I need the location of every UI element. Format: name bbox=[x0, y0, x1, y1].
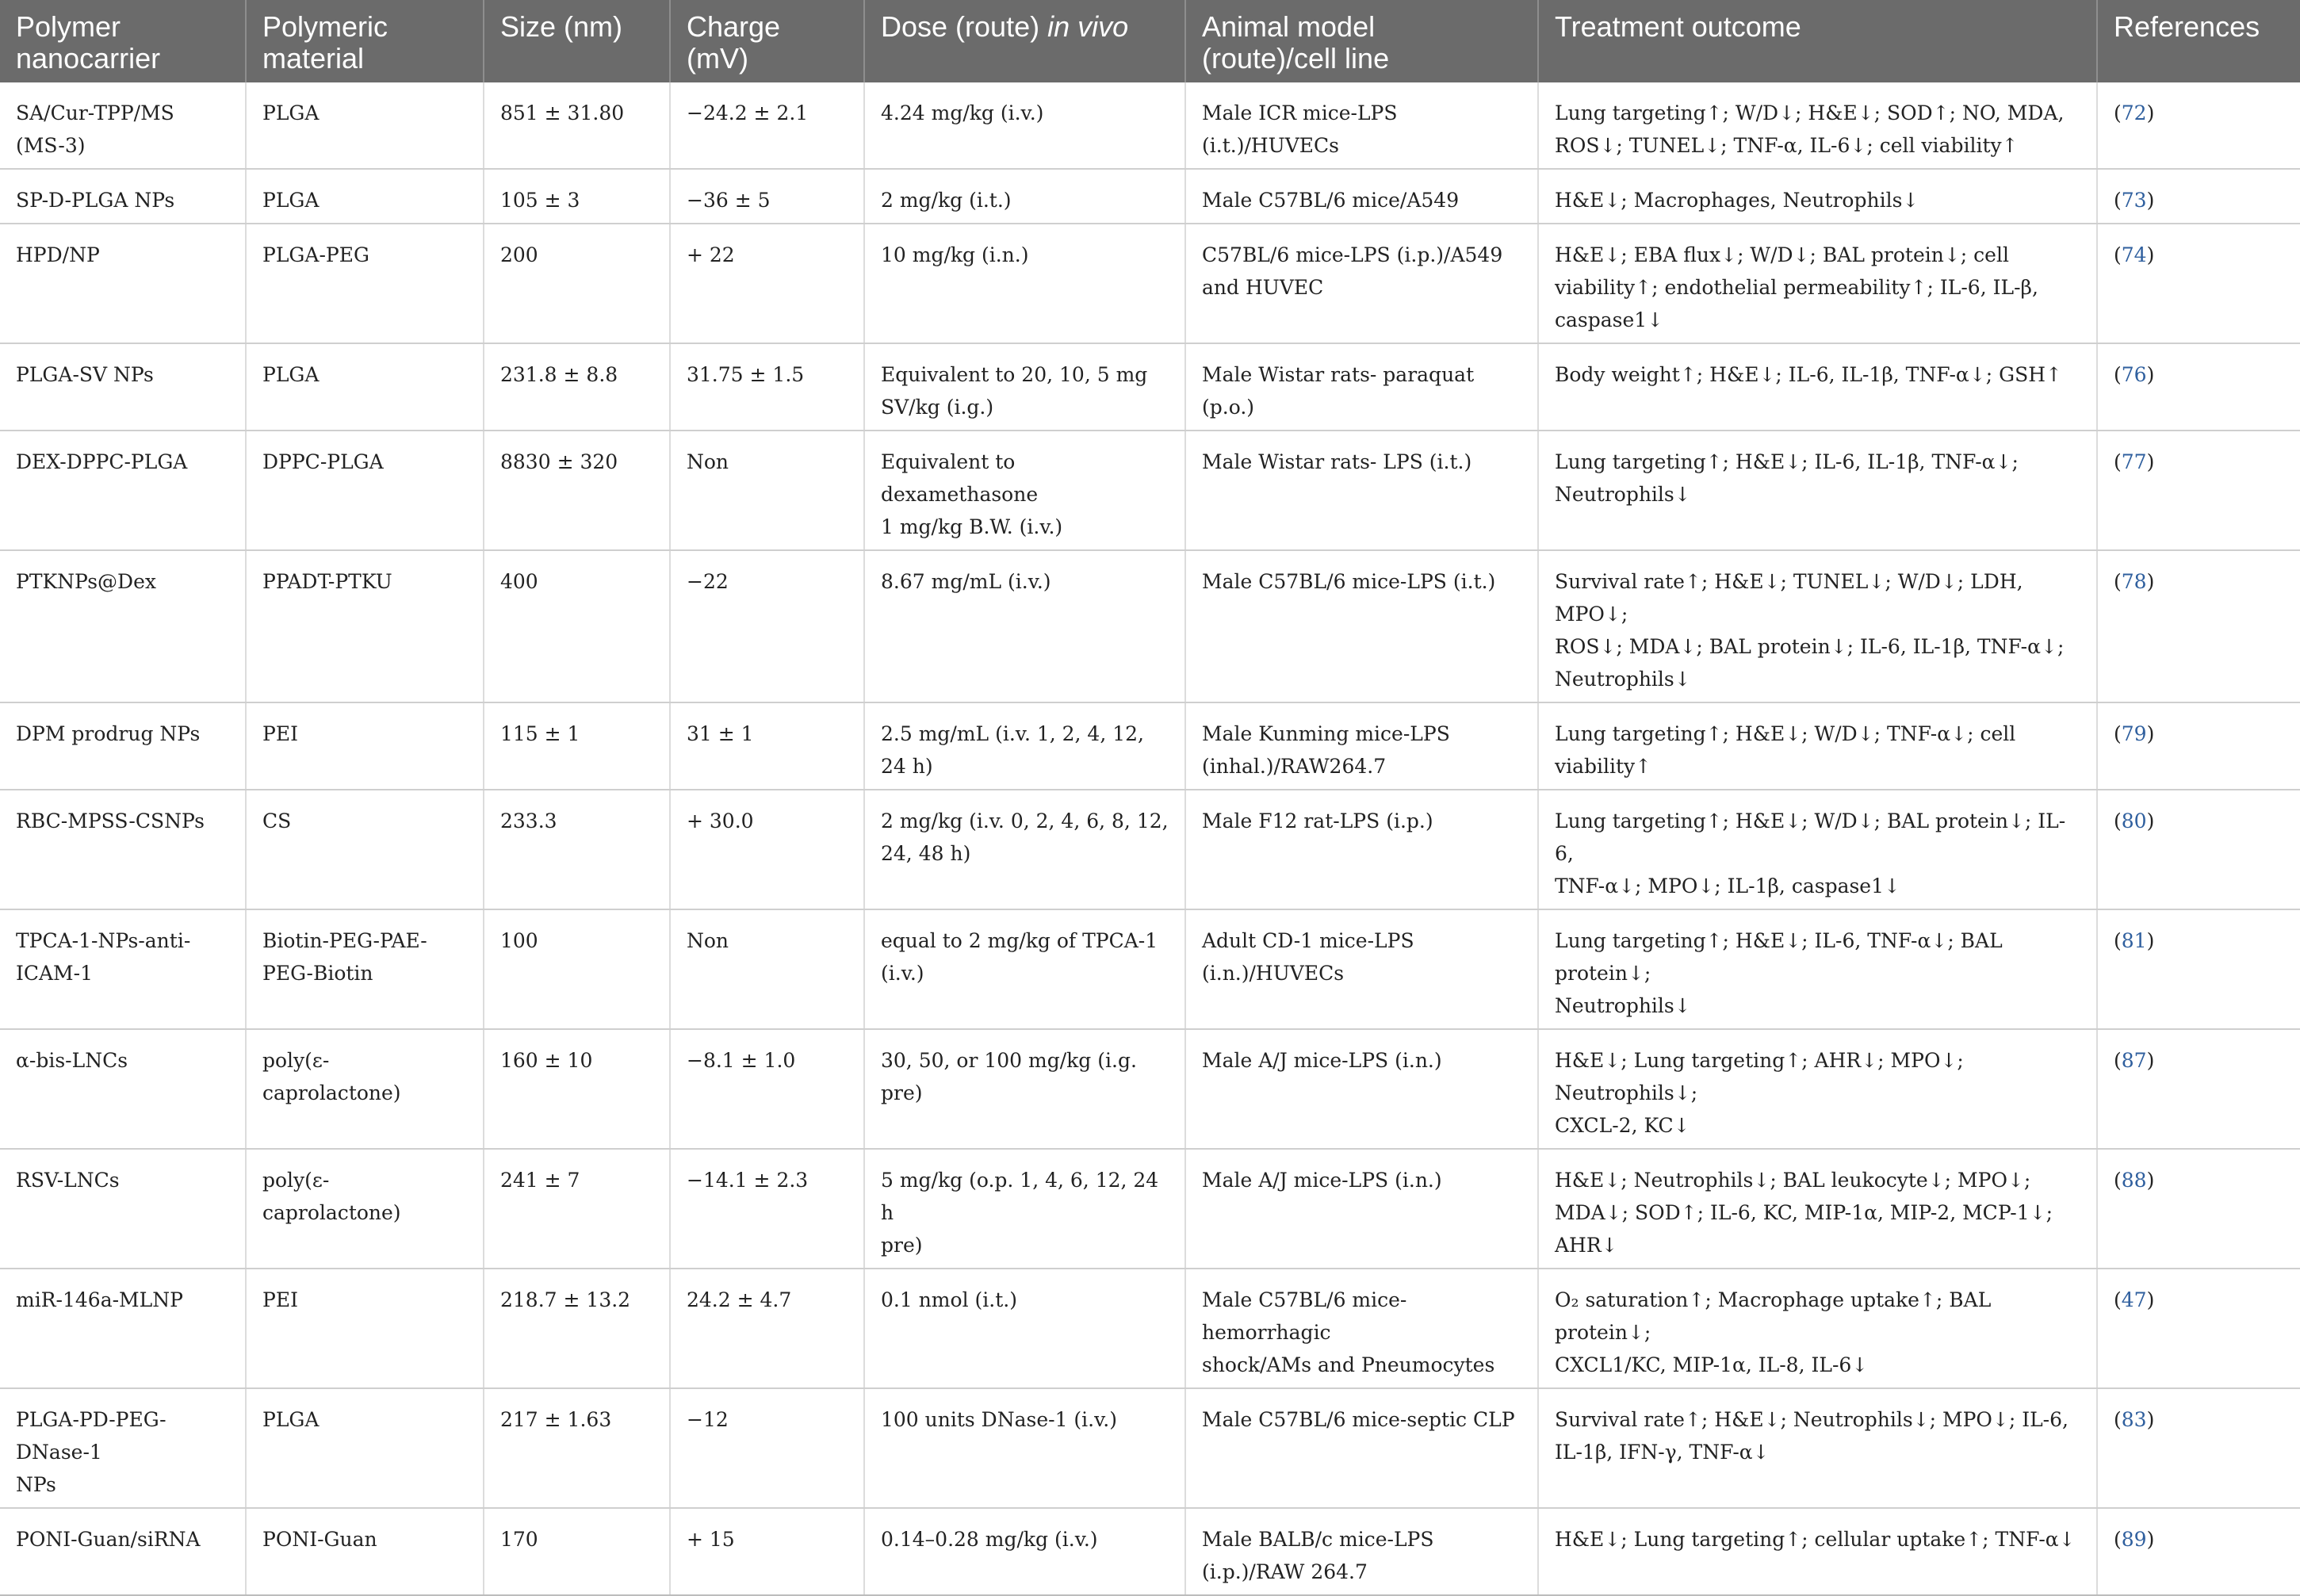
reference-open-paren: ( bbox=[2114, 101, 2122, 124]
cell-references bbox=[2097, 82, 2300, 169]
reference-link[interactable]: 81 bbox=[2121, 929, 2147, 952]
reference-link[interactable]: 76 bbox=[2121, 363, 2147, 386]
reference-open-paren: ( bbox=[2114, 929, 2122, 952]
cell-treatment-outcome: H&E↓; EBA flux↓; W/D↓; BAL protein↓; cell viability↑; endothelial permeability↑; IL-6, IL-β, caspase1↓ bbox=[1538, 224, 2097, 343]
reference-link[interactable]: 83 bbox=[2121, 1408, 2147, 1431]
reference-link[interactable]: 88 bbox=[2121, 1169, 2147, 1192]
cell-references bbox=[2097, 343, 2300, 431]
cell-treatment-outcome: H&E↓; Neutrophils↓; BAL leukocyte↓; MPO↓; MDA↓; SOD↑; IL-6, KC, MIP-1α, MIP-2, MCP-1↓; AHR↓ bbox=[1538, 1149, 2097, 1269]
cell-references bbox=[2097, 431, 2300, 550]
cell-treatment-outcome: Lung targeting↑; H&E↓; W/D↓; TNF-α↓; cell viability↑ bbox=[1538, 702, 2097, 790]
cell-polymeric-material: PEI bbox=[246, 702, 484, 790]
cell-charge: −24.2 ± 2.1 bbox=[670, 82, 864, 169]
cell-dose: 10 mg/kg (i.n.) bbox=[864, 224, 1185, 343]
table-row bbox=[0, 82, 2300, 169]
cell-polymer-nanocarrier: RBC-MPSS-CSNPs bbox=[0, 790, 246, 909]
cell-polymer-nanocarrier: PLGA-SV NPs bbox=[0, 343, 246, 431]
header-animal-model: Animal model (route)/cell line bbox=[1185, 0, 1538, 82]
cell-references bbox=[2097, 169, 2300, 224]
cell-treatment-outcome: Body weight↑; H&E↓; IL-6, IL-1β, TNF-α↓; GSH↑ bbox=[1538, 343, 2097, 431]
cell-polymeric-material: Biotin-PEG-PAE- PEG-Biotin bbox=[246, 909, 484, 1029]
cell-charge: 24.2 ± 4.7 bbox=[670, 1269, 864, 1388]
cell-dose: 2.5 mg/mL (i.v. 1, 2, 4, 12, 24 h) bbox=[864, 702, 1185, 790]
cell-polymer-nanocarrier: DEX-DPPC-PLGA bbox=[0, 431, 246, 550]
cell-dose: 100 units DNase-1 (i.v.) bbox=[864, 1388, 1185, 1508]
cell-charge: Non bbox=[670, 909, 864, 1029]
cell-animal-model: Male C57BL/6 mice-septic CLP bbox=[1185, 1388, 1538, 1508]
table-row bbox=[0, 431, 2300, 550]
reference-link[interactable]: 77 bbox=[2121, 450, 2147, 473]
reference-close-paren: ) bbox=[2146, 450, 2155, 473]
cell-dose: 0.14–0.28 mg/kg (i.v.) bbox=[864, 1508, 1185, 1595]
cell-references bbox=[2097, 702, 2300, 790]
cell-size: 160 ± 10 bbox=[484, 1029, 670, 1149]
table-row bbox=[0, 1029, 2300, 1149]
reference-open-paren: ( bbox=[2114, 1049, 2122, 1072]
header-dose-text: Dose (route) bbox=[881, 10, 1048, 43]
reference-close-paren: ) bbox=[2146, 243, 2155, 266]
table-row bbox=[0, 343, 2300, 431]
cell-polymeric-material: PEI bbox=[246, 1269, 484, 1388]
cell-dose: equal to 2 mg/kg of TPCA-1 (i.v.) bbox=[864, 909, 1185, 1029]
table-body bbox=[0, 82, 2300, 1595]
cell-treatment-outcome: Lung targeting↑; H&E↓; IL-6, TNF-α↓; BAL protein↓; Neutrophils↓ bbox=[1538, 909, 2097, 1029]
cell-size: 115 ± 1 bbox=[484, 702, 670, 790]
reference-close-paren: ) bbox=[2146, 189, 2155, 212]
reference-close-paren: ) bbox=[2146, 722, 2155, 745]
reference-link[interactable]: 47 bbox=[2121, 1288, 2147, 1311]
cell-charge: −14.1 ± 2.3 bbox=[670, 1149, 864, 1269]
reference-open-paren: ( bbox=[2114, 722, 2122, 745]
cell-animal-model: Male F12 rat-LPS (i.p.) bbox=[1185, 790, 1538, 909]
cell-references bbox=[2097, 909, 2300, 1029]
reference-open-paren: ( bbox=[2114, 1288, 2122, 1311]
cell-references bbox=[2097, 1149, 2300, 1269]
cell-polymeric-material: PLGA-PEG bbox=[246, 224, 484, 343]
reference-link[interactable]: 89 bbox=[2121, 1528, 2147, 1551]
reference-open-paren: ( bbox=[2114, 243, 2122, 266]
cell-polymer-nanocarrier: miR-146a-MLNP bbox=[0, 1269, 246, 1388]
reference-link[interactable]: 74 bbox=[2121, 243, 2147, 266]
cell-size: 8830 ± 320 bbox=[484, 431, 670, 550]
reference-link[interactable]: 73 bbox=[2121, 189, 2147, 212]
header-polymeric-material: Polymeric material bbox=[246, 0, 484, 82]
cell-polymeric-material: PPADT-PTKU bbox=[246, 550, 484, 702]
reference-open-paren: ( bbox=[2114, 570, 2122, 593]
cell-charge: + 30.0 bbox=[670, 790, 864, 909]
header-references: References bbox=[2097, 0, 2300, 82]
header-dose bbox=[864, 0, 1185, 82]
cell-charge: −36 ± 5 bbox=[670, 169, 864, 224]
cell-animal-model: Male A/J mice-LPS (i.n.) bbox=[1185, 1149, 1538, 1269]
cell-polymer-nanocarrier: RSV-LNCs bbox=[0, 1149, 246, 1269]
cell-polymer-nanocarrier: SA/Cur-TPP/MS (MS-3) bbox=[0, 82, 246, 169]
cell-dose: 8.67 mg/mL (i.v.) bbox=[864, 550, 1185, 702]
table-row bbox=[0, 169, 2300, 224]
cell-animal-model: Male BALB/c mice-LPS (i.p.)/RAW 264.7 bbox=[1185, 1508, 1538, 1595]
header-charge: Charge (mV) bbox=[670, 0, 864, 82]
cell-references bbox=[2097, 1269, 2300, 1388]
cell-dose: 5 mg/kg (o.p. 1, 4, 6, 12, 24 h pre) bbox=[864, 1149, 1185, 1269]
cell-size: 241 ± 7 bbox=[484, 1149, 670, 1269]
cell-size: 105 ± 3 bbox=[484, 169, 670, 224]
cell-animal-model: Male Kunming mice-LPS (inhal.)/RAW264.7 bbox=[1185, 702, 1538, 790]
cell-polymer-nanocarrier: PTKNPs@Dex bbox=[0, 550, 246, 702]
reference-link[interactable]: 72 bbox=[2121, 101, 2147, 124]
cell-size: 233.3 bbox=[484, 790, 670, 909]
table-row bbox=[0, 702, 2300, 790]
header-polymer-nanocarrier: Polymer nanocarrier bbox=[0, 0, 246, 82]
reference-close-paren: ) bbox=[2146, 1169, 2155, 1192]
cell-charge: −8.1 ± 1.0 bbox=[670, 1029, 864, 1149]
reference-link[interactable]: 87 bbox=[2121, 1049, 2147, 1072]
cell-treatment-outcome: Lung targeting↑; H&E↓; W/D↓; BAL protein↓; IL-6, TNF-α↓; MPO↓; IL-1β, caspase1↓ bbox=[1538, 790, 2097, 909]
cell-dose: 0.1 nmol (i.t.) bbox=[864, 1269, 1185, 1388]
cell-treatment-outcome: Lung targeting↑; H&E↓; IL-6, IL-1β, TNF-α↓; Neutrophils↓ bbox=[1538, 431, 2097, 550]
cell-animal-model: Male C57BL/6 mice-LPS (i.t.) bbox=[1185, 550, 1538, 702]
cell-size: 218.7 ± 13.2 bbox=[484, 1269, 670, 1388]
reference-close-paren: ) bbox=[2146, 809, 2155, 832]
cell-references bbox=[2097, 790, 2300, 909]
cell-charge: Non bbox=[670, 431, 864, 550]
header-size: Size (nm) bbox=[484, 0, 670, 82]
cell-polymeric-material: PONI-Guan bbox=[246, 1508, 484, 1595]
cell-polymer-nanocarrier: PLGA-PD-PEG- DNase-1 NPs bbox=[0, 1388, 246, 1508]
cell-size: 100 bbox=[484, 909, 670, 1029]
cell-animal-model: Male ICR mice-LPS (i.t.)/HUVECs bbox=[1185, 82, 1538, 169]
cell-animal-model: Male A/J mice-LPS (i.n.) bbox=[1185, 1029, 1538, 1149]
cell-charge: −22 bbox=[670, 550, 864, 702]
cell-polymeric-material: CS bbox=[246, 790, 484, 909]
cell-treatment-outcome: Lung targeting↑; W/D↓; H&E↓; SOD↑; NO, MDA, ROS↓; TUNEL↓; TNF-α, IL-6↓; cell viability↑ bbox=[1538, 82, 2097, 169]
reference-close-paren: ) bbox=[2146, 929, 2155, 952]
cell-dose: 2 mg/kg (i.t.) bbox=[864, 169, 1185, 224]
cell-polymer-nanocarrier: TPCA-1-NPs-anti- ICAM-1 bbox=[0, 909, 246, 1029]
cell-polymer-nanocarrier: α-bis-LNCs bbox=[0, 1029, 246, 1149]
cell-dose: 2 mg/kg (i.v. 0, 2, 4, 6, 8, 12, 24, 48 h) bbox=[864, 790, 1185, 909]
cell-polymeric-material: PLGA bbox=[246, 1388, 484, 1508]
cell-references bbox=[2097, 1388, 2300, 1508]
cell-treatment-outcome: H&E↓; Lung targeting↑; AHR↓; MPO↓; Neutrophils↓; CXCL-2, KC↓ bbox=[1538, 1029, 2097, 1149]
cell-polymer-nanocarrier: HPD/NP bbox=[0, 224, 246, 343]
cell-charge: −12 bbox=[670, 1388, 864, 1508]
cell-dose: Equivalent to 20, 10, 5 mg SV/kg (i.g.) bbox=[864, 343, 1185, 431]
reference-link[interactable]: 80 bbox=[2121, 809, 2147, 832]
reference-close-paren: ) bbox=[2146, 1408, 2155, 1431]
cell-size: 851 ± 31.80 bbox=[484, 82, 670, 169]
table-row bbox=[0, 1269, 2300, 1388]
cell-charge: + 15 bbox=[670, 1508, 864, 1595]
cell-animal-model: Male C57BL/6 mice/A549 bbox=[1185, 169, 1538, 224]
cell-polymeric-material: PLGA bbox=[246, 169, 484, 224]
table-row bbox=[0, 1149, 2300, 1269]
table-row bbox=[0, 1388, 2300, 1508]
table-row bbox=[0, 909, 2300, 1029]
cell-polymer-nanocarrier: SP-D-PLGA NPs bbox=[0, 169, 246, 224]
cell-size: 170 bbox=[484, 1508, 670, 1595]
cell-dose: 4.24 mg/kg (i.v.) bbox=[864, 82, 1185, 169]
cell-references bbox=[2097, 1029, 2300, 1149]
reference-open-paren: ( bbox=[2114, 189, 2122, 212]
cell-polymer-nanocarrier: PONI-Guan/siRNA bbox=[0, 1508, 246, 1595]
cell-references bbox=[2097, 224, 2300, 343]
cell-treatment-outcome: H&E↓; Lung targeting↑; cellular uptake↑; TNF-α↓ bbox=[1538, 1508, 2097, 1595]
cell-polymeric-material: PLGA bbox=[246, 343, 484, 431]
cell-references bbox=[2097, 1508, 2300, 1595]
reference-link[interactable]: 79 bbox=[2121, 722, 2147, 745]
cell-polymer-nanocarrier: DPM prodrug NPs bbox=[0, 702, 246, 790]
cell-treatment-outcome: Survival rate↑; H&E↓; Neutrophils↓; MPO↓; IL-6, IL-1β, IFN-γ, TNF-α↓ bbox=[1538, 1388, 2097, 1508]
reference-open-paren: ( bbox=[2114, 1528, 2122, 1551]
cell-treatment-outcome: O₂ saturation↑; Macrophage uptake↑; BAL protein↓; CXCL1/KC, MIP-1α, IL-8, IL-6↓ bbox=[1538, 1269, 2097, 1388]
cell-dose: Equivalent to dexamethasone 1 mg/kg B.W. (i.v.) bbox=[864, 431, 1185, 550]
table-row bbox=[0, 224, 2300, 343]
reference-open-paren: ( bbox=[2114, 1169, 2122, 1192]
cell-polymeric-material: poly(ε-caprolactone) bbox=[246, 1149, 484, 1269]
cell-treatment-outcome: Survival rate↑; H&E↓; TUNEL↓; W/D↓; LDH, MPO↓; ROS↓; MDA↓; BAL protein↓; IL-6, IL-1β, TNF-α↓; Neutrophils↓ bbox=[1538, 550, 2097, 702]
cell-charge: + 22 bbox=[670, 224, 864, 343]
reference-open-paren: ( bbox=[2114, 1408, 2122, 1431]
cell-animal-model: Male C57BL/6 mice-hemorrhagic shock/AMs and Pneumocytes bbox=[1185, 1269, 1538, 1388]
reference-open-paren: ( bbox=[2114, 363, 2122, 386]
header-dose-italic: in vivo bbox=[1047, 10, 1129, 43]
cell-treatment-outcome: H&E↓; Macrophages, Neutrophils↓ bbox=[1538, 169, 2097, 224]
reference-close-paren: ) bbox=[2146, 1528, 2155, 1551]
cell-size: 217 ± 1.63 bbox=[484, 1388, 670, 1508]
table-row bbox=[0, 790, 2300, 909]
reference-close-paren: ) bbox=[2146, 363, 2155, 386]
table-row bbox=[0, 1508, 2300, 1595]
cell-polymeric-material: DPPC-PLGA bbox=[246, 431, 484, 550]
cell-dose: 30, 50, or 100 mg/kg (i.g. pre) bbox=[864, 1029, 1185, 1149]
reference-close-paren: ) bbox=[2146, 1049, 2155, 1072]
cell-animal-model: C57BL/6 mice-LPS (i.p.)/A549 and HUVEC bbox=[1185, 224, 1538, 343]
cell-size: 231.8 ± 8.8 bbox=[484, 343, 670, 431]
cell-charge: 31.75 ± 1.5 bbox=[670, 343, 864, 431]
cell-references bbox=[2097, 550, 2300, 702]
cell-animal-model: Male Wistar rats- paraquat (p.o.) bbox=[1185, 343, 1538, 431]
header-row bbox=[0, 0, 2300, 82]
cell-animal-model: Male Wistar rats- LPS (i.t.) bbox=[1185, 431, 1538, 550]
cell-polymeric-material: PLGA bbox=[246, 82, 484, 169]
reference-open-paren: ( bbox=[2114, 809, 2122, 832]
reference-link[interactable]: 78 bbox=[2121, 570, 2147, 593]
table-row bbox=[0, 550, 2300, 702]
cell-charge: 31 ± 1 bbox=[670, 702, 864, 790]
reference-close-paren: ) bbox=[2146, 1288, 2155, 1311]
cell-size: 200 bbox=[484, 224, 670, 343]
header-treatment-outcome: Treatment outcome bbox=[1538, 0, 2097, 82]
cell-polymeric-material: poly(ε-caprolactone) bbox=[246, 1029, 484, 1149]
reference-close-paren: ) bbox=[2146, 101, 2155, 124]
cell-size: 400 bbox=[484, 550, 670, 702]
cell-animal-model: Adult CD-1 mice-LPS (i.n.)/HUVECs bbox=[1185, 909, 1538, 1029]
reference-close-paren: ) bbox=[2146, 570, 2155, 593]
reference-open-paren: ( bbox=[2114, 450, 2122, 473]
